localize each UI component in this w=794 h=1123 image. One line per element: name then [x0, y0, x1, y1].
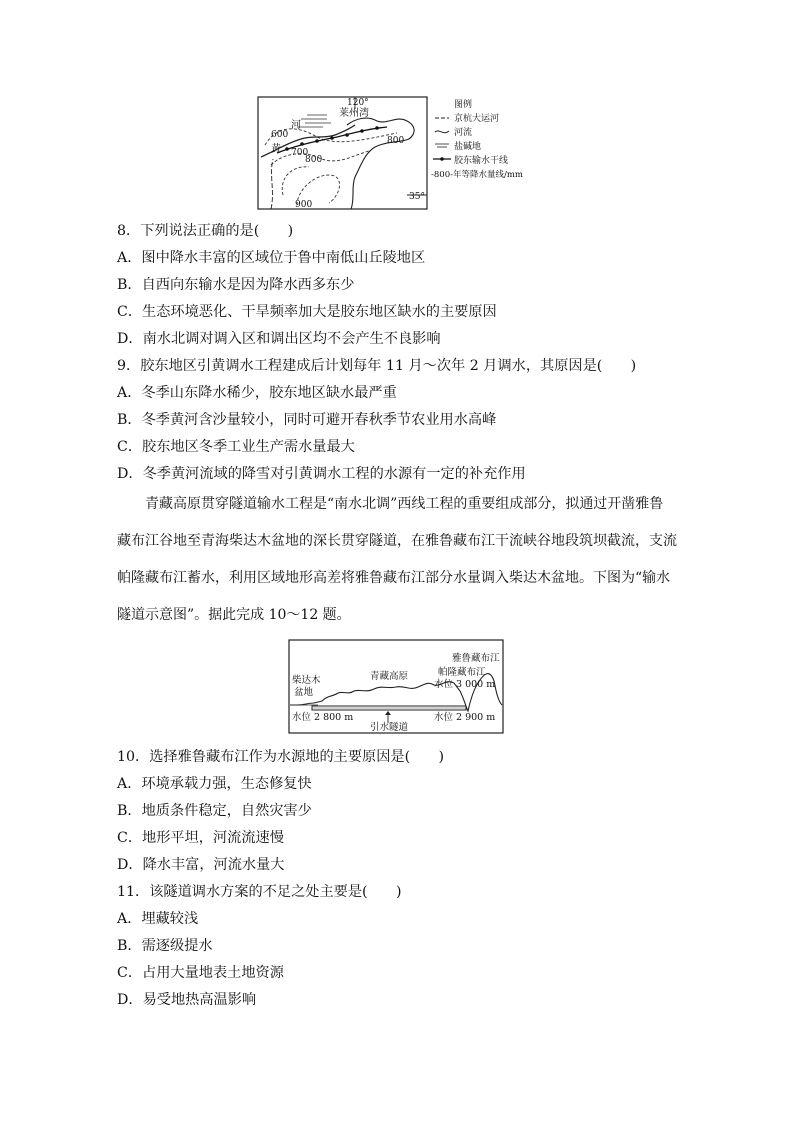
question-11-option-a: A．埋藏较浅 [117, 911, 199, 927]
saline-land-hatch [297, 115, 331, 127]
legend-saline-symbol [435, 144, 449, 147]
label-chaidamu-1: 柴达木 [292, 675, 321, 686]
map-river-label-1: 河 [291, 120, 301, 131]
question-10-option-c: C．地形平坦，河流流速慢 [117, 830, 284, 846]
question-8-option-c: C．生态环境恶化、干旱频率加大是胶东地区缺水的主要原因 [117, 304, 497, 320]
question-10-option-a: A．环境承载力强，生态修复快 [117, 776, 312, 792]
shandong-map [257, 95, 557, 213]
map-lat-label: 120° [347, 98, 369, 108]
legend-canal: 京杭大运河 [454, 114, 500, 124]
legend-river-symbol [435, 131, 449, 133]
question-9-option-d: D．冬季黄河流域的降雪对引黄调水工程的水源有一定的补充作用 [117, 466, 526, 482]
map-river-label-2: 黄 [271, 144, 281, 155]
question-8-option-b: B．自西向东输水是因为降水西多东少 [117, 277, 355, 293]
label-parlung: 帕隆藏布江 [438, 667, 486, 678]
question-11-stem: 11．该隧道调水方案的不足之处主要是( ) [117, 884, 402, 900]
shandong-map-figure [257, 95, 557, 213]
map-iso-900: 900 [295, 200, 313, 210]
question-8-option-d: D．南水北调对调入区和调出区均不会产生不良影响 [117, 331, 441, 347]
question-8-stem: 8．下列说法正确的是( ) [117, 223, 294, 239]
map-bay-label: 莱州湾 [339, 108, 369, 119]
passage [117, 494, 679, 625]
isolines [265, 129, 397, 205]
map-iso-800b: 800 [387, 136, 405, 146]
question-9-stem: 9．胶东地区引黄调水工程建成后计划每年 11 月～次年 2 月调水，其原因是( ) [117, 358, 637, 374]
label-level-2900: 水位 2 900 m [434, 712, 496, 723]
map-lon-label: 35° [409, 192, 425, 202]
tunnel-arrow-head [385, 711, 391, 715]
map-legend [431, 98, 523, 180]
question-10-option-d: D．降水丰富，河流水量大 [117, 857, 285, 873]
legend-title: 图例 [454, 100, 473, 110]
passage-line-1: 青藏高原贯穿隧道输水工程是“南水北调”西线工程的重要组成部分，拟通过开凿雅鲁 [117, 496, 664, 512]
label-chaidamu-2: 盆地 [294, 687, 314, 698]
label-level-2800: 水位 2 800 m [292, 712, 354, 723]
legend-pipeline-dot [440, 157, 444, 161]
passage-line-3: 帕隆藏布江蓄水，利用区域地形高差将雅鲁藏布江部分水量调入柴达木盆地。下图为“输水 [117, 570, 671, 586]
passage-line-4: 隧道示意图”。据此完成 10～12 题。 [117, 607, 351, 623]
map-iso-600: 600 [271, 130, 289, 140]
question-11-option-d: D．易受地热高温影响 [117, 992, 257, 1008]
legend-saline: 盐碱地 [454, 142, 482, 152]
grand-canal-line [271, 159, 273, 209]
question-8-option-a: A．图中降水丰富的区域位于鲁中南低山丘陵地区 [117, 250, 426, 266]
label-yarlung: 雅鲁藏布江 [452, 653, 500, 664]
map-iso-700: 700 [291, 148, 309, 158]
label-plateau: 青藏高原 [370, 671, 409, 682]
question-11-option-b: B．需逐级提水 [117, 938, 213, 954]
tunnel-diagram [288, 639, 506, 735]
legend-river: 河流 [454, 128, 473, 138]
label-level-3000: 水位 3 000 m [434, 679, 496, 690]
legend-isoline: -800-年等降水量线/mm [431, 170, 523, 180]
tunnel-diagram-figure [288, 639, 506, 735]
label-tunnel: 引水隧道 [370, 722, 409, 733]
legend-pipeline: 胶东输水干线 [454, 156, 509, 166]
question-11-option-c: C．占用大量地表土地资源 [117, 965, 284, 981]
map-iso-800a: 800 [305, 155, 323, 165]
question-10-stem: 10．选择雅鲁藏布江作为水源地的主要原因是( ) [117, 749, 445, 765]
question-9-option-a: A．冬季山东降水稀少，胶东地区缺水最严重 [117, 385, 397, 401]
question-10-option-b: B．地质条件稳定，自然灾害少 [117, 803, 312, 819]
passage-line-2: 藏布江谷地至青海柴达木盆地的深长贯穿隧道，在雅鲁藏布江干流峡谷地段筑坝截流，支流 [117, 533, 677, 549]
question-9-option-c: C．胶东地区冬季工业生产需水量最大 [117, 439, 355, 455]
question-9-option-b: B．冬季黄河含沙量较小，同时可避开春秋季节农业用水高峰 [117, 412, 497, 428]
